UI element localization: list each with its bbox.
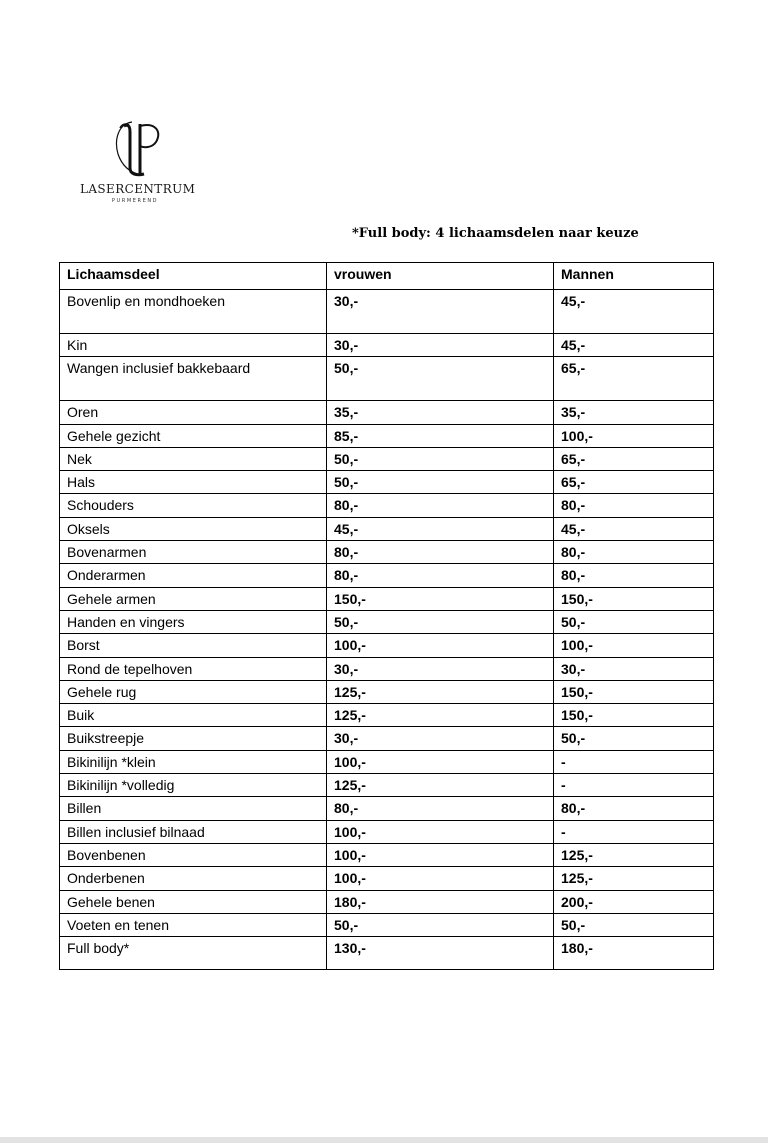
price-men-cell: 125,- [554, 867, 714, 890]
header-women: vrouwen [327, 263, 554, 290]
body-part-cell: Handen en vingers [60, 610, 327, 633]
table-row [60, 937, 714, 970]
price-women-cell: 100,- [327, 820, 554, 843]
price-men-cell: 65,- [554, 357, 714, 401]
price-men-cell: 180,- [554, 937, 714, 970]
body-part-cell: Hals [60, 471, 327, 494]
price-women-cell: 50,- [327, 357, 554, 401]
price-men-cell: 65,- [554, 471, 714, 494]
price-men-cell: 65,- [554, 447, 714, 470]
table-row [60, 424, 714, 447]
table-row [60, 680, 714, 703]
price-women-cell: 50,- [327, 471, 554, 494]
price-women-cell: 130,- [327, 937, 554, 970]
table-row [60, 890, 714, 913]
body-part-cell: Gehele gezicht [60, 424, 327, 447]
price-women-cell: 30,- [327, 727, 554, 750]
price-women-cell: 50,- [327, 913, 554, 936]
table-row [60, 494, 714, 517]
body-part-cell: Bovenarmen [60, 541, 327, 564]
price-men-cell: 150,- [554, 704, 714, 727]
table-row [60, 774, 714, 797]
table-row [60, 401, 714, 424]
header-body-part: Lichaamsdeel [60, 263, 327, 290]
price-women-cell: 30,- [327, 290, 554, 334]
table-row [60, 357, 714, 401]
price-men-cell: 150,- [554, 587, 714, 610]
price-women-cell: 100,- [327, 867, 554, 890]
body-part-cell: Bovenbenen [60, 843, 327, 866]
body-part-cell: Billen [60, 797, 327, 820]
body-part-cell: Gehele armen [60, 587, 327, 610]
price-men-cell: 45,- [554, 290, 714, 334]
table-row [60, 564, 714, 587]
header-men: Mannen [554, 263, 714, 290]
price-women-cell: 80,- [327, 564, 554, 587]
price-women-cell: 30,- [327, 334, 554, 357]
price-men-cell: 80,- [554, 541, 714, 564]
table-row [60, 843, 714, 866]
table-row [60, 704, 714, 727]
body-part-cell: Bikinilijn *klein [60, 750, 327, 773]
table-row [60, 797, 714, 820]
body-part-cell: Oren [60, 401, 327, 424]
price-women-cell: 45,- [327, 517, 554, 540]
price-men-cell: - [554, 820, 714, 843]
price-women-cell: 80,- [327, 541, 554, 564]
table-row [60, 587, 714, 610]
price-women-cell: 125,- [327, 704, 554, 727]
table-header-row [60, 263, 714, 290]
price-men-cell: 30,- [554, 657, 714, 680]
price-men-cell: 45,- [554, 334, 714, 357]
price-women-cell: 180,- [327, 890, 554, 913]
body-part-cell: Billen inclusief bilnaad [60, 820, 327, 843]
price-men-cell: 80,- [554, 797, 714, 820]
body-part-cell: Oksels [60, 517, 327, 540]
price-men-cell: - [554, 750, 714, 773]
body-part-cell: Full body* [60, 937, 327, 970]
body-part-cell: Gehele benen [60, 890, 327, 913]
logo-location: PURMEREND [111, 198, 159, 204]
price-men-cell: 80,- [554, 494, 714, 517]
body-part-cell: Gehele rug [60, 680, 327, 703]
price-men-cell: 50,- [554, 610, 714, 633]
price-women-cell: 125,- [327, 680, 554, 703]
price-men-cell: 125,- [554, 843, 714, 866]
price-women-cell: 50,- [327, 447, 554, 470]
price-men-cell: 150,- [554, 680, 714, 703]
lp-monogram-icon [110, 118, 166, 182]
price-women-cell: 80,- [327, 797, 554, 820]
logo-name: LASERCENTRUM [80, 182, 196, 196]
price-women-cell: 50,- [327, 610, 554, 633]
price-men-cell: 80,- [554, 564, 714, 587]
body-part-cell: Wangen inclusief bakkebaard [60, 357, 327, 401]
table-row [60, 290, 714, 334]
table-row [60, 334, 714, 357]
logo [80, 118, 200, 208]
price-women-cell: 125,- [327, 774, 554, 797]
table-row [60, 541, 714, 564]
body-part-cell: Bovenlip en mondhoeken [60, 290, 327, 334]
body-part-cell: Rond de tepelhoven [60, 657, 327, 680]
body-part-cell: Buikstreepje [60, 727, 327, 750]
table-row [60, 657, 714, 680]
body-part-cell: Bikinilijn *volledig [60, 774, 327, 797]
price-men-cell: 50,- [554, 727, 714, 750]
table-row [60, 634, 714, 657]
price-women-cell: 80,- [327, 494, 554, 517]
price-men-cell: 100,- [554, 634, 714, 657]
table-row [60, 750, 714, 773]
table-row [60, 867, 714, 890]
price-men-cell: - [554, 774, 714, 797]
price-men-cell: 45,- [554, 517, 714, 540]
table-row [60, 727, 714, 750]
table-row [60, 913, 714, 936]
table-row [60, 517, 714, 540]
price-women-cell: 100,- [327, 634, 554, 657]
price-men-cell: 50,- [554, 913, 714, 936]
body-part-cell: Kin [60, 334, 327, 357]
body-part-cell: Borst [60, 634, 327, 657]
body-part-cell: Buik [60, 704, 327, 727]
page-bottom-edge [0, 1137, 768, 1143]
table-row [60, 820, 714, 843]
body-part-cell: Onderbenen [60, 867, 327, 890]
price-women-cell: 30,- [327, 657, 554, 680]
body-part-cell: Voeten en tenen [60, 913, 327, 936]
table-row [60, 471, 714, 494]
price-women-cell: 100,- [327, 843, 554, 866]
table-row [60, 610, 714, 633]
body-part-cell: Nek [60, 447, 327, 470]
price-men-cell: 200,- [554, 890, 714, 913]
price-women-cell: 100,- [327, 750, 554, 773]
price-women-cell: 35,- [327, 401, 554, 424]
price-men-cell: 35,- [554, 401, 714, 424]
price-table [59, 262, 714, 970]
full-body-note: *Full body: 4 lichaamsdelen naar keuze [352, 226, 639, 241]
table-row [60, 447, 714, 470]
body-part-cell: Schouders [60, 494, 327, 517]
body-part-cell: Onderarmen [60, 564, 327, 587]
price-women-cell: 150,- [327, 587, 554, 610]
price-men-cell: 100,- [554, 424, 714, 447]
price-women-cell: 85,- [327, 424, 554, 447]
